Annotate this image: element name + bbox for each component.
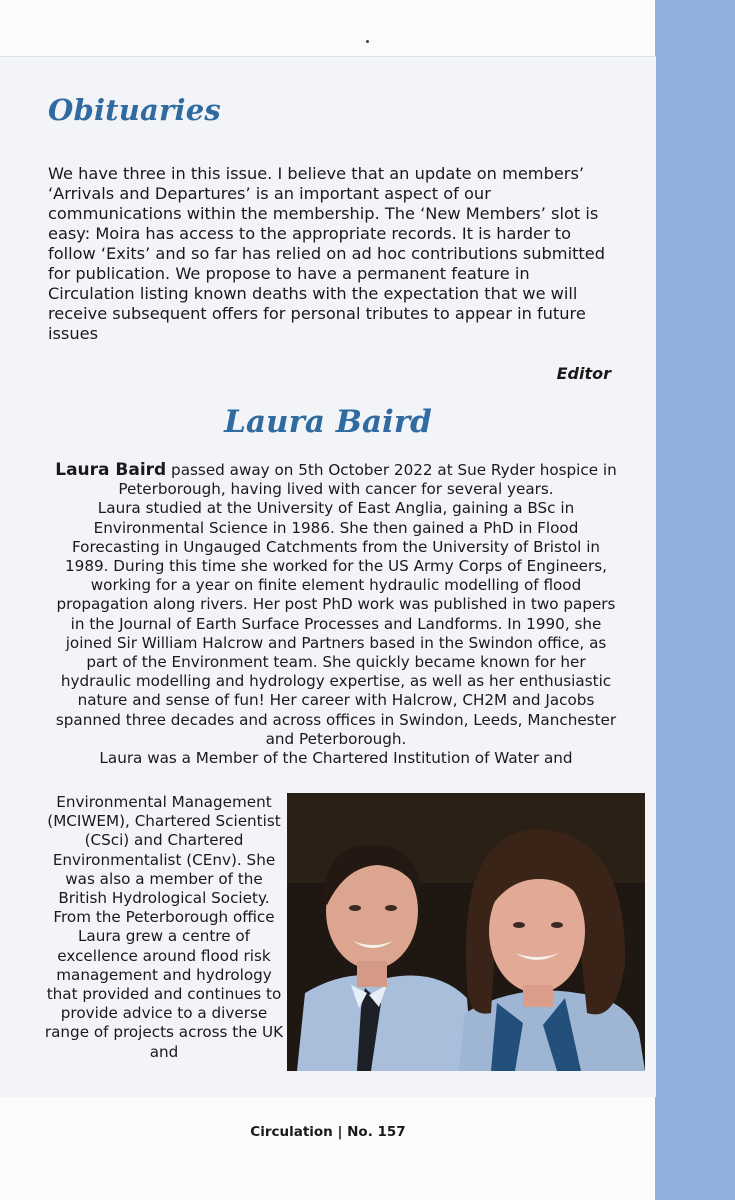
obituary-lead-paragraph — [52, 461, 620, 499]
obituary-peterborough-paragraph: From the Peterborough office Laura grew a centre of excellence around flood risk management and hydrology that provided and continues to provide advice to a diverse range of projects across the UK and — [44, 908, 284, 1061]
editor-signature: Editor — [556, 364, 611, 383]
obituary-membership-start: Laura was a Member of the Chartered Institution of Water and — [99, 749, 573, 768]
obituary-career-paragraph: Laura studied at the University of East Anglia, gaining a BSc in Environmental Science in 1986. She then gained a PhD in Flood Forecasting in Ungauged Catchments from the University of Bristol in 1989. During this time she worked for the US Army Corps of Engineers, working for a year on finite element hydraulic modelling of flood propagation along rivers. Her post PhD work was published in two papers in the Journal of Earth Surface Processes and Landforms. In 1990, she joined Sir William Halcrow and Partners based in the Swindon office, as part of the Environment team. She quickly became known for her hydraulic modelling and hydrology expertise, as well as her enthusiastic nature and sense of fun! Her career with Halcrow, CH2M and Jacobs spanned three decades and across offices in Swindon, Leeds, Manchester and Peterborough. — [55, 499, 617, 748]
lead-text: passed away on 5th October 2022 at Sue Ryder hospice in Peterborough, having lived with cancer for several years. — [118, 461, 617, 499]
obituary-body — [52, 461, 620, 768]
editor-intro: We have three in this issue. I believe that an update on members’ ‘Arrivals and Departures’ is an important aspect of our communications within the membership. The ‘New Members’ slot is easy: Moira has access to the appropriate records. It is harder to follow ‘Exits’ and so far has relied on ad hoc contributions submitted for publication. We propose to have a permanent feature in Circulation listing known deaths with the expectation that we will receive subsequent offers for personal tributes to appear in future issues — [48, 164, 606, 343]
obituary-wrapped-text — [42, 793, 286, 1062]
portrait-photo-illustration — [287, 793, 645, 1071]
portrait-photo — [287, 793, 645, 1071]
obituary-name-heading: Laura Baird — [224, 404, 432, 440]
section-title: Obituaries — [48, 93, 221, 127]
obituary-membership-continued: Environmental Management (MCIWEM), Chartered Scientist (CSci) and Chartered Environmentalist (CEnv). She was also a member of the British Hydrological Society. — [47, 793, 281, 908]
scan-dot — [366, 40, 369, 43]
lead-name: Laura Baird — [55, 460, 167, 480]
side-color-strip — [655, 0, 735, 1200]
page-footer: Circulation | No. 157 — [250, 1124, 406, 1140]
